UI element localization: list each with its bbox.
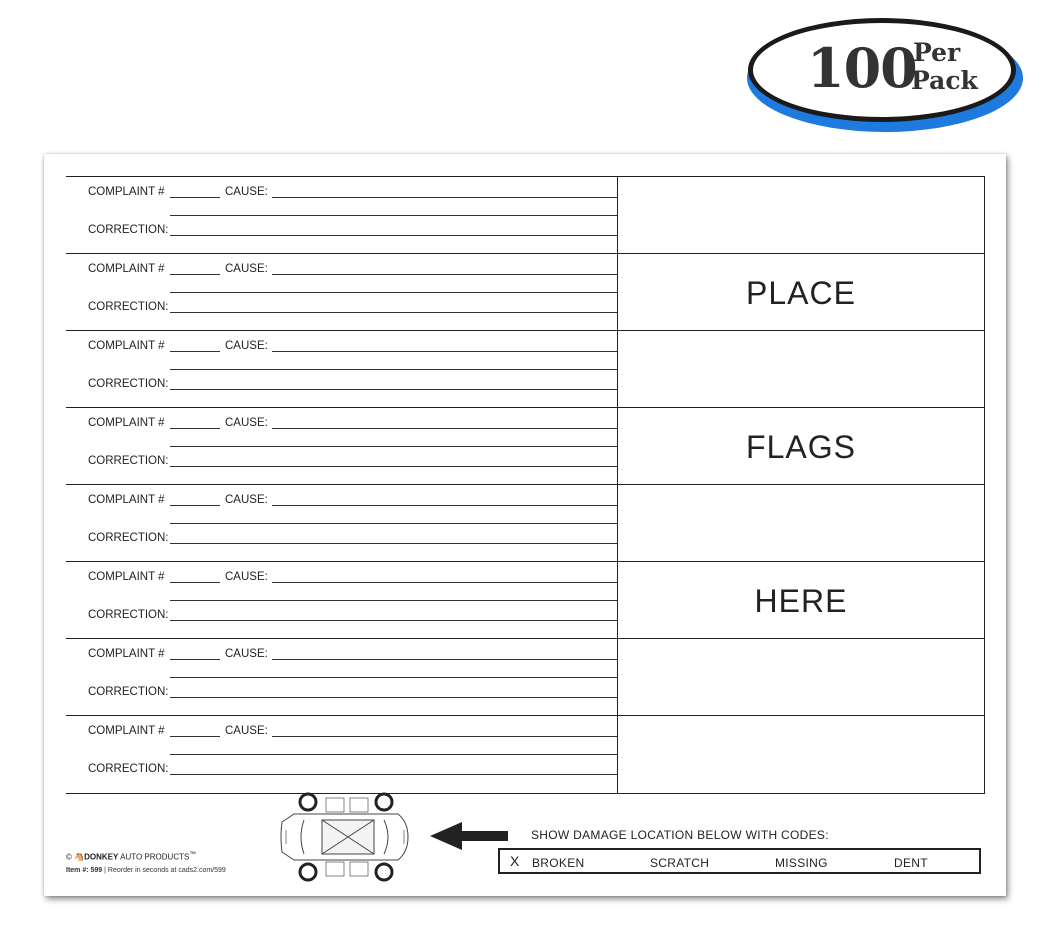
correction-field[interactable] — [170, 620, 617, 621]
complaint-number-field[interactable] — [170, 197, 220, 198]
damage-codes-box — [498, 848, 981, 874]
cause-field[interactable] — [272, 736, 617, 737]
complaint-number-field[interactable] — [170, 351, 220, 352]
correction-field[interactable] — [170, 389, 617, 390]
flag-divider — [618, 638, 984, 639]
correction-label: CORRECTION: — [88, 686, 169, 698]
correction-label: CORRECTION: — [88, 763, 169, 775]
complaint-row — [66, 639, 617, 716]
complaint-column — [66, 177, 618, 793]
correction-label: CORRECTION: — [88, 532, 169, 544]
pack-badge — [745, 14, 1025, 136]
flag-text-here: HERE — [754, 583, 848, 619]
complaint-row — [66, 331, 617, 408]
flag-divider — [618, 484, 984, 485]
cause-field[interactable] — [272, 659, 617, 660]
row-divider — [66, 330, 617, 331]
repair-order-sheet — [44, 154, 1006, 896]
code-scratch: SCRATCH — [650, 856, 710, 870]
cause-field[interactable] — [272, 428, 617, 429]
cause-field-line2[interactable] — [170, 677, 617, 678]
code-missing: MISSING — [775, 856, 828, 870]
form-frame — [66, 176, 985, 794]
cause-field-line2[interactable] — [170, 369, 617, 370]
badge-per: Per — [913, 38, 961, 67]
correction-field[interactable] — [170, 697, 617, 698]
trademark: ™ — [189, 851, 196, 858]
complaint-label: COMPLAINT # — [88, 263, 165, 275]
damage-instructions: SHOW DAMAGE LOCATION BELOW WITH CODES: — [531, 828, 829, 842]
copyright-mark: © — [66, 852, 72, 862]
cause-field[interactable] — [272, 351, 617, 352]
cause-field-line2[interactable] — [170, 292, 617, 293]
complaint-row — [66, 485, 617, 562]
cause-field-line2[interactable] — [170, 523, 617, 524]
cause-label: CAUSE: — [225, 186, 268, 198]
cause-field-line2[interactable] — [170, 754, 617, 755]
code-x-mark: X — [510, 853, 520, 869]
cause-field-line2[interactable] — [170, 600, 617, 601]
cause-label: CAUSE: — [225, 725, 268, 737]
complaint-row — [66, 562, 617, 639]
flag-divider — [618, 407, 984, 408]
badge-number: 100 — [807, 36, 917, 100]
complaint-row — [66, 716, 617, 793]
flag-divider — [618, 330, 984, 331]
brand-logo — [66, 851, 196, 862]
correction-field[interactable] — [170, 543, 617, 544]
cause-label: CAUSE: — [225, 648, 268, 660]
row-divider — [66, 407, 617, 408]
complaint-label: COMPLAINT # — [88, 417, 165, 429]
flag-text-flags: FLAGS — [746, 429, 856, 465]
complaint-number-field[interactable] — [170, 428, 220, 429]
flag-text-place: PLACE — [746, 275, 856, 311]
correction-label: CORRECTION: — [88, 378, 169, 390]
cause-label: CAUSE: — [225, 494, 268, 506]
cause-field-line2[interactable] — [170, 215, 617, 216]
complaint-label: COMPLAINT # — [88, 725, 165, 737]
cause-field[interactable] — [272, 197, 617, 198]
correction-field[interactable] — [170, 235, 617, 236]
badge-pack: Pack — [911, 66, 978, 95]
item-number: Item #: 599 — [66, 867, 103, 874]
correction-label: CORRECTION: — [88, 455, 169, 467]
item-info: Item #: 599 | Reorder in seconds at cads2.com/599 — [66, 867, 226, 874]
cause-label: CAUSE: — [225, 340, 268, 352]
row-divider — [66, 253, 617, 254]
cause-field[interactable] — [272, 582, 617, 583]
cause-field[interactable] — [272, 274, 617, 275]
complaint-row — [66, 254, 617, 331]
cause-field-line2[interactable] — [170, 446, 617, 447]
row-divider — [66, 638, 617, 639]
cause-field[interactable] — [272, 505, 617, 506]
correction-label: CORRECTION: — [88, 224, 169, 236]
complaint-number-field[interactable] — [170, 274, 220, 275]
donkey-icon: 🐴 — [74, 852, 85, 862]
flag-divider — [618, 253, 984, 254]
row-divider — [66, 561, 617, 562]
complaint-number-field[interactable] — [170, 659, 220, 660]
correction-field[interactable] — [170, 312, 617, 313]
complaint-number-field[interactable] — [170, 736, 220, 737]
code-dent: DENT — [894, 856, 928, 870]
complaint-label: COMPLAINT # — [88, 571, 165, 583]
flag-divider — [618, 715, 984, 716]
brand-rest: AUTO PRODUCTS — [120, 852, 190, 862]
correction-label: CORRECTION: — [88, 609, 169, 621]
cause-label: CAUSE: — [225, 263, 268, 275]
complaint-label: COMPLAINT # — [88, 494, 165, 506]
complaint-row — [66, 408, 617, 485]
complaint-number-field[interactable] — [170, 505, 220, 506]
left-arrow-icon — [430, 822, 510, 850]
complaint-label: COMPLAINT # — [88, 340, 165, 352]
car-diagram[interactable] — [274, 792, 414, 882]
row-divider — [66, 484, 617, 485]
flag-column — [618, 177, 984, 793]
correction-field[interactable] — [170, 774, 617, 775]
complaint-number-field[interactable] — [170, 582, 220, 583]
row-divider — [66, 715, 617, 716]
cause-label: CAUSE: — [225, 571, 268, 583]
complaint-label: COMPLAINT # — [88, 186, 165, 198]
code-broken: BROKEN — [532, 856, 585, 870]
correction-field[interactable] — [170, 466, 617, 467]
flag-divider — [618, 561, 984, 562]
cause-label: CAUSE: — [225, 417, 268, 429]
correction-label: CORRECTION: — [88, 301, 169, 313]
reorder-text: Reorder in seconds at cads2.com/599 — [107, 867, 226, 874]
complaint-row — [66, 177, 617, 254]
complaint-label: COMPLAINT # — [88, 648, 165, 660]
brand-bold: DONKEY — [84, 852, 119, 862]
